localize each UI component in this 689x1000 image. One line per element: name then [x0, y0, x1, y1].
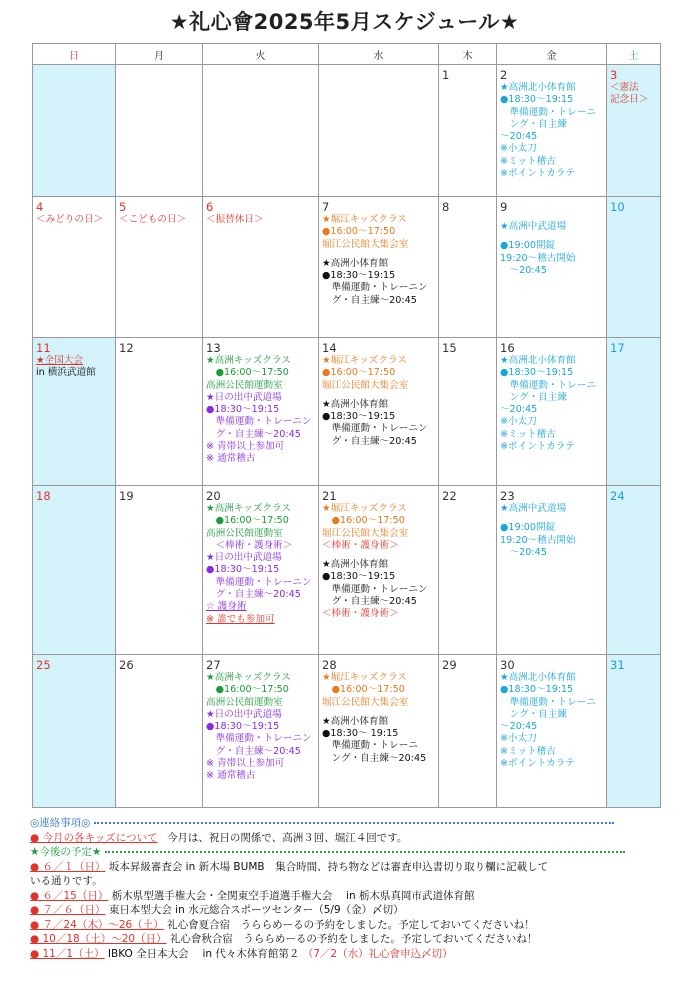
day-cell-6	[203, 197, 319, 338]
event-line: ング・自主練～20:45	[322, 752, 427, 764]
day-cell-10	[607, 197, 661, 338]
event-line: ●18:30～ 19:15	[322, 728, 399, 740]
weekday-mon: 月	[116, 44, 203, 65]
event-line: ★高洲小体育館	[322, 559, 389, 571]
event-line: 堀江公民館大集会室	[322, 696, 409, 708]
schedule-text: 礼心會夏合宿 うららめーるの予約をしました。予定しておいてくださいね！	[167, 918, 535, 931]
day-cell-31	[607, 655, 661, 808]
event-line: ●16:00～17:50	[206, 684, 289, 696]
day-number: 14	[322, 341, 337, 355]
day-number: 11	[36, 341, 51, 355]
schedule-date: ● ６／15（日）	[30, 889, 109, 902]
day-number: 17	[610, 341, 625, 355]
event-line: ●18:30～19:15	[500, 94, 574, 106]
day-number: 16	[500, 341, 515, 355]
weekday-wed: 水	[319, 44, 439, 65]
day-cell-27	[203, 655, 319, 808]
day-number: 26	[119, 658, 134, 672]
event-line: ＜棒術・護身術＞	[322, 608, 399, 620]
event-line: ★堀江キッズクラス	[322, 503, 407, 514]
day-cell-24	[607, 486, 661, 655]
schedule-date: ● 11／1（土）	[30, 947, 105, 960]
day-cell-18	[33, 486, 116, 655]
event-line: ★日の出中武道場	[206, 391, 282, 403]
day-number: 29	[442, 658, 457, 672]
event-line: グ・自主練～20:45	[322, 294, 417, 306]
event-line: グ・自主練～20:45	[206, 745, 301, 757]
contact-heading: ◎連絡事項◎	[30, 817, 91, 829]
schedule-date: ● ７／24（木）～26（土）	[30, 918, 164, 931]
future-heading-line	[30, 845, 670, 860]
weekday-sat: 土	[607, 44, 661, 65]
event-line: ●16:00～17:50	[206, 367, 289, 379]
day-cell-22	[439, 486, 497, 655]
event-line: ●18:30～19:15	[206, 721, 280, 733]
schedule-text: 坂本昇級審査会 in 新木場 BUMB 集合時間、持ち物などは審査申込書切り取り欄に記載して	[108, 860, 549, 873]
event-line: 高洲公民館運動室	[206, 527, 283, 539]
day-cell-15	[439, 338, 497, 486]
event-line: 準備運動・トレーニン	[206, 416, 312, 428]
week-row-3	[33, 338, 661, 486]
event-line: ング・自主練	[500, 391, 567, 403]
day-cell-11	[33, 338, 116, 486]
event-line: グ・自主練～20:45	[206, 428, 301, 440]
day-cell-empty	[319, 65, 439, 197]
event-line: ～20:45	[500, 404, 538, 416]
day-cell-23	[497, 486, 607, 655]
day-cell-20	[203, 486, 319, 655]
schedule-item	[30, 860, 670, 875]
schedule-item	[30, 932, 670, 947]
schedule-text: IBKO 全日本大会 in 代々木体育館第２	[107, 947, 300, 960]
event-line: グ・自主練～20:45	[206, 589, 301, 601]
day-number: 9	[500, 200, 508, 214]
day-number: 23	[500, 489, 515, 503]
event-line: グ・自主練～20:45	[322, 596, 417, 608]
spacer	[322, 392, 436, 399]
event-line: 高洲公民館運動室	[206, 379, 283, 391]
event-line: ★高洲小体育館	[322, 257, 389, 269]
day-cell-17	[607, 338, 661, 486]
day-cell-7	[319, 197, 439, 338]
event-line: ●16:00～17:50	[322, 515, 405, 527]
day-number: 8	[442, 200, 450, 214]
event-line: in 横浜武道館	[36, 367, 96, 379]
day-cell-19	[116, 486, 203, 655]
day-cell-13	[203, 338, 319, 486]
event-line: ★高洲北小体育館	[500, 82, 576, 93]
day-number: 6	[206, 200, 214, 214]
day-number: 25	[36, 658, 51, 672]
event-line: ※ 通常稽古	[206, 453, 256, 465]
day-cell-9	[497, 197, 607, 338]
event-line: 準備運動・トレーニ	[500, 379, 596, 391]
day-cell-empty	[33, 65, 116, 197]
day-number: 7	[322, 200, 330, 214]
event-line: ★堀江キッズクラス	[322, 214, 407, 225]
kids-note-label: ● 今月の各キッズについて	[30, 831, 158, 844]
event-line: ●16:00～17:50	[322, 226, 396, 238]
day-cell-empty	[203, 65, 319, 197]
event-line: ※小太刀	[500, 143, 537, 155]
schedule-date: ● ７／６（日）	[30, 904, 106, 916]
day-number: 24	[610, 489, 625, 503]
event-line: ※小太刀	[500, 733, 537, 745]
day-cell-empty	[116, 65, 203, 197]
day-cell-30	[497, 655, 607, 808]
event-line: ●16:00～17:50	[322, 684, 405, 696]
calendar-table	[32, 43, 661, 808]
notes-section	[30, 816, 670, 961]
event-line: ★高洲小体育館	[322, 715, 389, 727]
dotted-divider	[94, 822, 614, 824]
future-heading: ★今後の予定★	[30, 846, 102, 858]
event-line: ●18:30～19:15	[500, 684, 574, 696]
day-number: 3	[610, 68, 618, 82]
schedule-item	[30, 918, 670, 933]
event-line: ※ミット稽古	[500, 745, 556, 757]
event-line: ～20:45	[500, 546, 547, 558]
event-line: ●16:00～17:50	[322, 367, 396, 379]
day-cell-29	[439, 655, 497, 808]
event-line: ★堀江キッズクラス	[322, 672, 407, 683]
day-number: 31	[610, 658, 625, 672]
event-line: ★高洲キッズクラス	[206, 355, 291, 366]
holiday-label: 記念日＞	[610, 94, 649, 106]
day-number: 1	[442, 68, 450, 82]
day-number: 27	[206, 658, 221, 672]
spacer	[322, 709, 436, 716]
event-line: ★高洲キッズクラス	[206, 503, 291, 514]
event-line: ★高洲北小体育館	[500, 355, 576, 366]
day-number: 2	[500, 68, 508, 82]
day-cell-25	[33, 655, 116, 808]
event-line: ※ミット稽古	[500, 428, 556, 440]
event-line: 準備運動・トレーニン	[322, 583, 428, 595]
day-cell-3	[607, 65, 661, 197]
holiday-label: ＜こどもの日＞	[119, 214, 187, 225]
event-line: 準備運動・トレーニン	[206, 576, 312, 588]
day-cell-5	[116, 197, 203, 338]
event-line: 準備運動・トレーニ	[500, 696, 596, 708]
day-number: 12	[119, 341, 134, 355]
event-line: グ・自主練～20:45	[322, 435, 417, 447]
event-line: ング・自主練	[500, 708, 567, 720]
event-line: ☆ 護身術	[206, 601, 247, 613]
day-number: 5	[119, 200, 127, 214]
day-number: 20	[206, 489, 221, 503]
day-number: 18	[36, 489, 51, 503]
event-line: ★高洲中武道場	[500, 503, 567, 514]
day-number: 4	[36, 200, 44, 214]
spacer	[322, 251, 436, 258]
event-line: ※ 青帯以上参加可	[206, 758, 285, 770]
schedule-item	[30, 903, 670, 918]
event-line: ●18:30～19:15	[322, 270, 396, 282]
day-cell-12	[116, 338, 203, 486]
week-row-2	[33, 197, 661, 338]
event-line: 堀江公民館大集会室	[322, 379, 409, 391]
day-number: 19	[119, 489, 134, 503]
day-number: 28	[322, 658, 337, 672]
event-line: ★高洲キッズクラス	[206, 672, 291, 683]
day-cell-8	[439, 197, 497, 338]
event-line: ※ポイントカラテ	[500, 758, 575, 770]
day-number: 13	[206, 341, 221, 355]
event-line: ★日の出中武道場	[206, 708, 282, 720]
event-line: ～20:45	[500, 721, 538, 733]
event-line: ★堀江キッズクラス	[322, 355, 407, 366]
week-row-1	[33, 65, 661, 197]
day-cell-1	[439, 65, 497, 197]
day-cell-2	[497, 65, 607, 197]
event-line: 高洲公民館運動室	[206, 696, 283, 708]
event-line: ※ 誰でも参加可	[206, 613, 275, 625]
day-number: 30	[500, 658, 515, 672]
kids-note-text: 今月は、祝日の関係で、高洲３回、堀江４回です。	[166, 831, 408, 844]
event-line: ～20:45	[500, 131, 538, 143]
weekday-tue: 火	[203, 44, 319, 65]
day-number: 15	[442, 341, 457, 355]
event-line: ●16:00～17:50	[206, 515, 289, 527]
event-line: ●18:30～19:15	[206, 404, 280, 416]
event-line: ＜棒術・護身術＞	[206, 539, 293, 551]
schedule-item	[30, 889, 670, 904]
event-line: 堀江公民館大集会室	[322, 527, 409, 539]
dotted-divider	[105, 851, 625, 853]
event-line: ●18:30～19:15	[322, 571, 396, 583]
page-title: ★礼心會2025年5月スケジュール★	[169, 10, 520, 34]
event-line: 準備運動・トレーニ	[500, 106, 596, 118]
event-line: ※ポイントカラテ	[500, 441, 575, 453]
event-line: ★全国大会	[36, 355, 83, 366]
event-line: 堀江公民館大集会室	[322, 238, 409, 250]
event-line: ●18:30～19:15	[500, 367, 574, 379]
schedule-text: 礼心會秋合宿 うららめーるの予約をしました。予定しておいてくださいね！	[169, 933, 538, 945]
event-line: ※ 通常稽古	[206, 770, 256, 782]
schedule-text: 東日本型大会 in 水元総合スポーツセンター（5/9（金）〆切）	[108, 904, 404, 916]
event-line: 準備運動・トレーニン	[322, 423, 428, 435]
event-line: ～20:45	[500, 264, 547, 276]
holiday-label: ＜みどりの日＞	[36, 214, 104, 225]
event-line: 19:20～稽古開始	[500, 252, 576, 264]
event-line: 19:20～稽古開始	[500, 534, 576, 546]
schedule-date: ● ６／１（日）	[30, 860, 106, 873]
weekday-header-row	[33, 44, 661, 65]
event-line: ★高洲北小体育館	[500, 672, 576, 683]
weekday-thu: 木	[439, 44, 497, 65]
contact-heading-line	[30, 816, 670, 831]
schedule-item	[30, 947, 670, 962]
holiday-label: ＜憲法	[610, 82, 639, 93]
schedule-text: 栃木県型選手権大会・全関東空手道選手権大会 in 栃木県真岡市武道体育館	[111, 889, 475, 902]
event-line: ★高洲小体育館	[322, 398, 389, 410]
weekday-fri: 金	[497, 44, 607, 65]
day-cell-21	[319, 486, 439, 655]
event-line: ※ミット稽古	[500, 155, 556, 167]
event-line: ★日の出中武道場	[206, 552, 282, 564]
event-line: 準備運動・トレーニン	[206, 733, 312, 745]
event-line: ★高洲中武道場	[500, 221, 567, 232]
day-number: 21	[322, 489, 337, 503]
schedule-date: ● 10／18（土）～20（日）	[30, 933, 167, 945]
event-line: ●18:30～19:15	[322, 411, 396, 423]
week-row-4	[33, 486, 661, 655]
week-row-5	[33, 655, 661, 808]
schedule-item	[30, 874, 670, 889]
day-cell-16	[497, 338, 607, 486]
kids-note-line	[30, 831, 670, 846]
holiday-label: ＜振替休日＞	[206, 214, 264, 225]
event-line: ●19:00開錠	[500, 240, 556, 252]
event-line: ※小太刀	[500, 416, 537, 428]
event-line: ング・自主練	[500, 118, 567, 130]
weekday-sun: 日	[33, 44, 116, 65]
event-line: ●19:00開錠	[500, 522, 556, 534]
day-cell-4	[33, 197, 116, 338]
spacer	[500, 214, 604, 221]
schedule-text: いる通りです。	[30, 875, 103, 887]
event-line: 準備運動・トレーニン	[322, 282, 428, 294]
event-line: 準備運動・トレーニ	[322, 740, 418, 752]
day-number: 10	[610, 200, 625, 214]
schedule-deadline: （7／2（水）礼心會申込〆切）	[302, 947, 453, 960]
day-number: 22	[442, 489, 457, 503]
event-line: ※ 青帯以上参加可	[206, 441, 285, 453]
event-line: ＜棒術・護身術＞	[322, 539, 399, 551]
event-line: ※ポイントカラテ	[500, 168, 575, 180]
event-line: ●18:30～19:15	[206, 564, 280, 576]
day-cell-26	[116, 655, 203, 808]
day-cell-14	[319, 338, 439, 486]
day-cell-28	[319, 655, 439, 808]
